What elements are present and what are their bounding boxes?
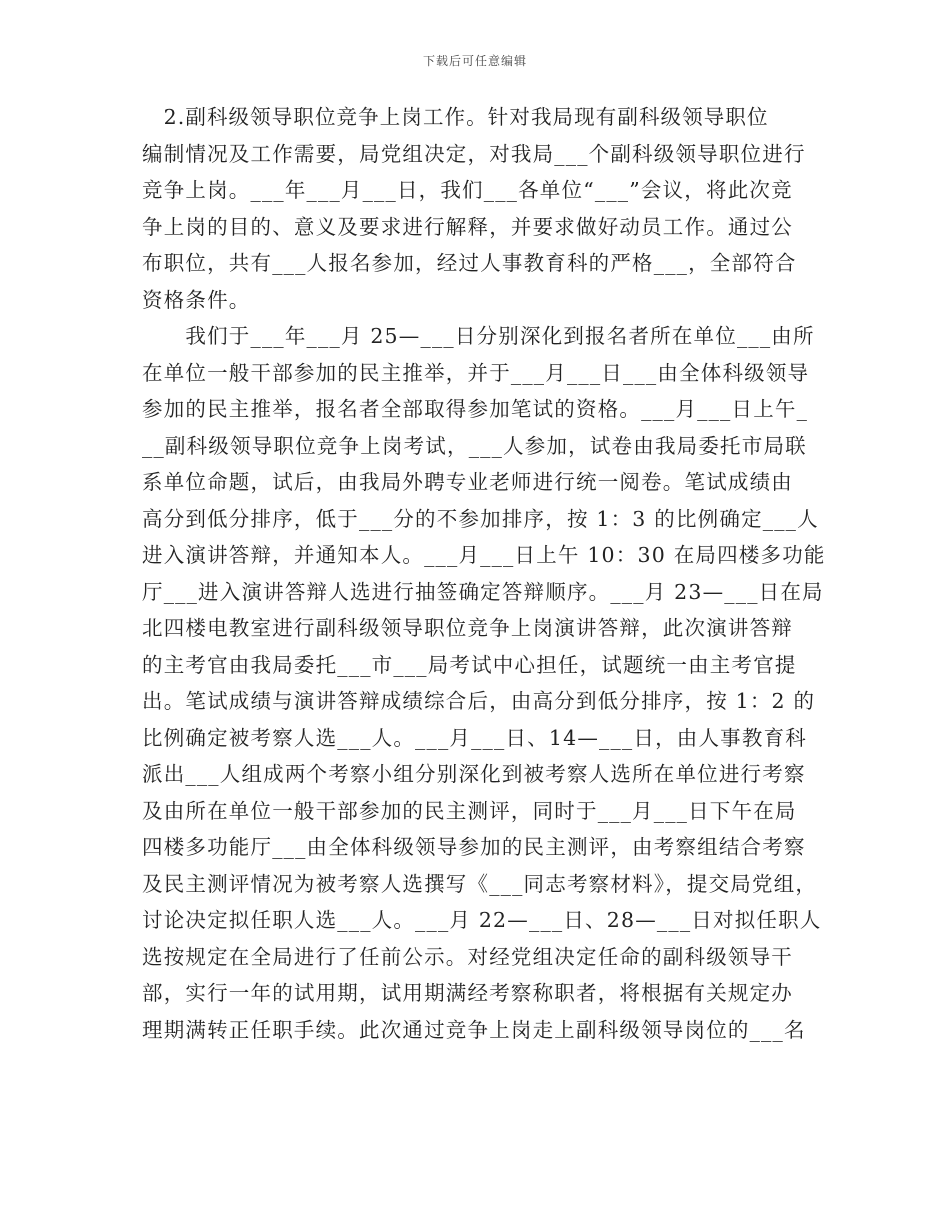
text-line: 部，实行一年的试用期，试用期满经考察称职者，将根据有关规定办 <box>142 981 793 1005</box>
text-line: 高分到低分排序，低于___分的不参加排序，按 1：3 的比例确定___人 <box>142 506 819 531</box>
text-line: 争上岗的目的、意义及要求进行解释，并要求做好动员工作。通过公 <box>142 214 793 239</box>
text-line: 我们于___年___月 25—___日分别深化到报名者所在单位___由所 <box>142 324 815 348</box>
text-line: 进入演讲答辩，并通知本人。___月___日上午 10：30 在局四楼多功能 <box>142 543 826 567</box>
text-line: 资格条件。 <box>142 287 251 312</box>
text-line: 2.副科级领导职位竞争上岗工作。针对我局现有副科级领导职位 <box>142 105 769 129</box>
text-line: 出。笔试成绩与演讲答辩成绩综合后，由高分到低分排序，按 1：2 的 <box>142 689 816 713</box>
text-line: 选按规定在全局进行了任前公示。对经党组决定任命的副科级领导干 <box>142 944 793 969</box>
text-line: 参加的民主推举，报名者全部取得参加笔试的资格。___月___日上午_ <box>142 397 809 421</box>
text-line: __副科级领导职位竞争上岗考试，___人参加，试卷由我局委托市局联 <box>142 433 807 458</box>
text-line: 比例确定被考察人选___人。___月___日、14—___日，由人事教育科 <box>142 725 807 750</box>
text-line: 厅___进入演讲答辩人选进行抽签确定答辩顺序。___月 23—___日在局 <box>142 579 824 604</box>
text-line: 理期满转正任职手续。此次通过竞争上岗走上副科级领导岗位的___名 <box>142 1017 806 1042</box>
text-line: 竞争上岗。___年___月___日，我们___各单位“___”会议，将此次竞 <box>142 178 793 202</box>
document-body <box>142 99 826 1048</box>
text-line: 布职位，共有___人报名参加，经过人事教育科的严格___，全部符合 <box>142 251 797 275</box>
text-line: 讨论决定拟任职人选___人。___月 22—___日、28—___日对拟任职人 <box>142 908 822 932</box>
text-line: 的主考官由我局委托___市___局考试中心担任，试题统一由主考官提 <box>142 652 797 677</box>
text-line: 派出___人组成两个考察小组分别深化到被考察人选所在单位进行考察 <box>142 762 806 786</box>
text-line: 编制情况及工作需要，局党组决定，对我局___个副科级领导职位进行 <box>142 141 806 166</box>
page-header: 下载后可任意编辑 <box>422 54 527 68</box>
text-line: 北四楼电教室进行副科级领导职位竞争上岗演讲答辩，此次演讲答辩 <box>142 616 793 640</box>
text-line: 及由所在单位一般干部参加的民主测评，同时于___月___日下午在局 <box>142 798 797 823</box>
text-line: 四楼多功能厅___由全体科级领导参加的民主测评，由考察组结合考察 <box>142 835 806 859</box>
text-line: 系单位命题，试后，由我局外聘专业老师进行统一阅卷。笔试成绩由 <box>142 470 793 494</box>
text-line: 及民主测评情况为被考察人选撰写《___同志考察材料》，提交局党组， <box>142 871 818 896</box>
text-line: 在单位一般干部参加的民主推举，并于___月___日___由全体科级领导 <box>142 360 810 385</box>
